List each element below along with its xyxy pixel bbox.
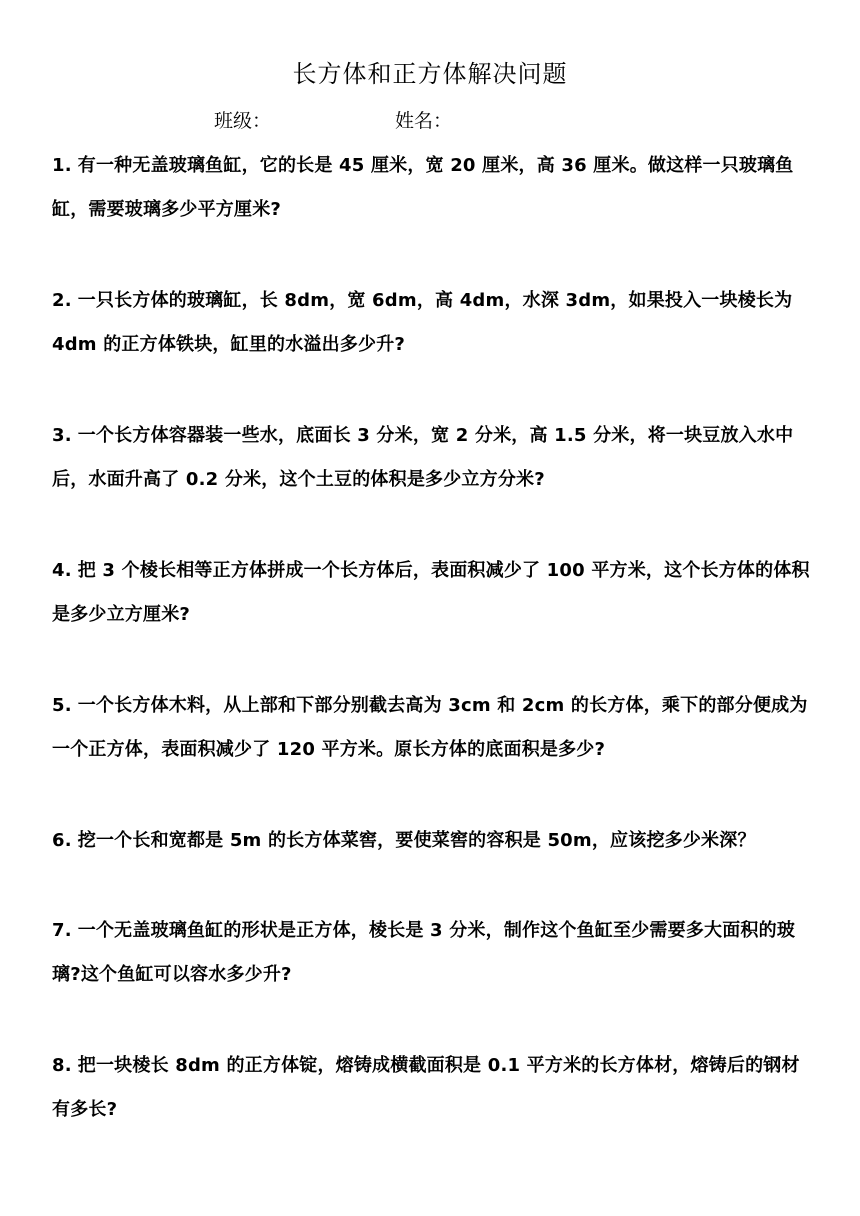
question-number: 5. (52, 695, 72, 716)
question-text: 一个长方体木料，从上部和下部分别截去高为 3cm 和 2cm 的长方体，乘下的部分便成为一个正方体，表面积减少了 120 平方米。原长方体的底面积是多少? (52, 695, 808, 760)
name-label: 姓名： (395, 110, 453, 132)
question-number: 6. (52, 830, 72, 851)
question-text: 把 3 个棱长相等正方体拼成一个长方体后，表面积减少了 100 平方米，这个长方体的体积是多少立方厘米? (52, 560, 810, 625)
question-number: 3. (52, 425, 72, 446)
question-text: 把一块棱长 8dm 的正方体锭，熔铸成横截面积是 0.1 平方米的长方体材，熔铸后的钢材有多长? (52, 1055, 800, 1120)
question-4 (52, 549, 812, 637)
question-text: 一个无盖玻璃鱼缸的形状是正方体，棱长是 3 分米，制作这个鱼缸至少需要多大面积的玻璃?这个鱼缸可以容水多少升? (52, 920, 796, 985)
question-text: 挖一个长和宽都是 5m 的长方体菜窖，要使菜窖的容积是 50m，应该挖多少米深？ (77, 830, 756, 851)
page-title: 长方体和正方体解决问题 (292, 60, 568, 88)
question-6 (52, 819, 812, 863)
question-text: 有一种无盖玻璃鱼缸，它的长是 45 厘米，宽 20 厘米，高 36 厘米。做这样一只玻璃鱼缸，需要玻璃多少平方厘米? (52, 155, 794, 220)
question-number: 2. (52, 290, 72, 311)
question-text: 一只长方体的玻璃缸，长 8dm，宽 6dm，高 4dm，水深 3dm，如果投入一块棱长为 4dm 的正方体铁块，缸里的水溢出多少升? (52, 290, 793, 355)
class-label: 班级： (214, 110, 272, 132)
question-text: 一个长方体容器装一些水，底面长 3 分米，宽 2 分米，高 1.5 分米，将一块豆放入水中后，水面升高了 0.2 分米，这个土豆的体积是多少立方分米? (52, 425, 794, 490)
question-number: 8. (52, 1055, 72, 1076)
question-number: 4. (52, 560, 72, 581)
question-5 (52, 684, 812, 772)
question-number: 7. (52, 920, 72, 941)
question-2 (52, 279, 812, 367)
question-number: 1. (52, 155, 72, 176)
question-8 (52, 1044, 812, 1132)
question-7 (52, 909, 812, 997)
question-3 (52, 414, 812, 502)
student-info-row (0, 106, 860, 136)
question-1 (52, 144, 812, 232)
